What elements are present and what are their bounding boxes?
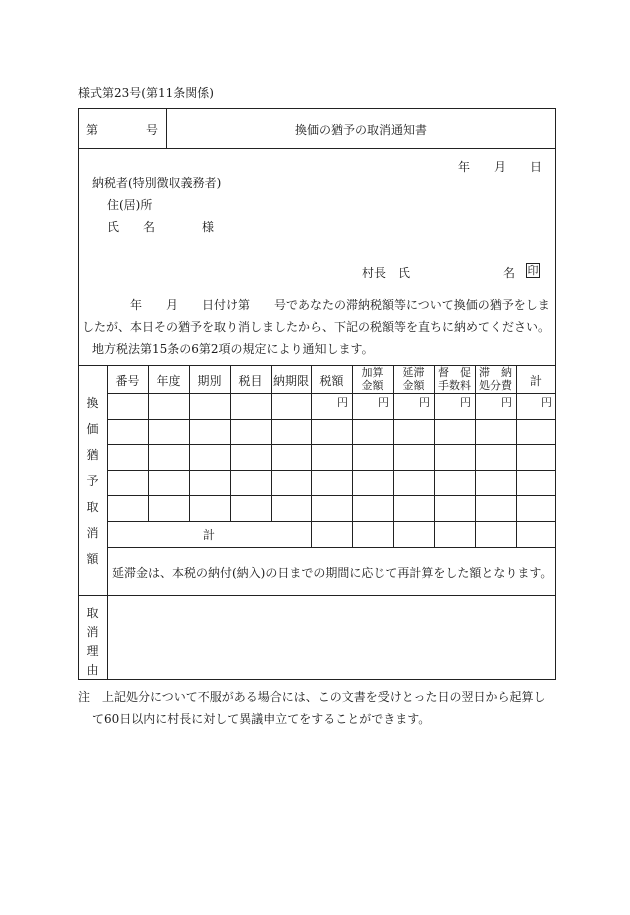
table-cell[interactable] (190, 471, 229, 494)
yen-unit: 円 (337, 396, 348, 409)
table-cell[interactable] (312, 471, 351, 494)
side-label-char: 由 (86, 663, 99, 677)
form-label: 様式第23号(第11条関係) (78, 86, 214, 100)
table-cell[interactable] (190, 496, 229, 520)
side-label-char: 取 (86, 606, 99, 620)
delinquency-note: 延滞金は、本税の納付(納入)の日までの期間に応じて再計算をした額となります。 (112, 566, 553, 580)
table-cell[interactable] (353, 471, 392, 494)
address-label: 住(居)所 (107, 198, 153, 212)
table-cell[interactable] (476, 445, 515, 469)
total-cell[interactable] (476, 522, 515, 546)
table-cell[interactable] (476, 496, 515, 520)
table-cell[interactable] (476, 471, 515, 494)
yen-unit: 円 (541, 396, 552, 409)
table-cell[interactable] (272, 471, 310, 494)
table-cell[interactable] (435, 445, 474, 469)
table-cell[interactable] (231, 420, 270, 443)
table-cell[interactable] (231, 496, 270, 520)
table-cell[interactable] (394, 471, 433, 494)
table-cell[interactable] (108, 445, 147, 469)
body-line-1: 年 月 日付け第 号であなたの滞納税額等について換価の猶予をしま (130, 298, 550, 312)
table-cell[interactable] (190, 420, 229, 443)
total-cell[interactable] (312, 522, 351, 546)
table-cell[interactable] (149, 496, 188, 520)
table-cell[interactable] (312, 394, 351, 418)
table-cell[interactable] (435, 420, 474, 443)
table-cell[interactable] (108, 394, 147, 418)
table-cell[interactable] (312, 420, 351, 443)
table-cell[interactable] (435, 471, 474, 494)
footnote-line-1: 注 上記処分について不服がある場合には、この文書を受けとった日の翌日から起算し (78, 690, 546, 704)
table-header: 督 促 手数料 (438, 366, 471, 392)
yen-unit: 円 (378, 396, 389, 409)
side-label-char: 予 (86, 474, 99, 488)
reason-field[interactable] (108, 596, 555, 679)
total-cell[interactable] (353, 522, 392, 546)
table-cell[interactable] (149, 420, 188, 443)
table-cell[interactable] (517, 496, 555, 520)
table-header: 年度 (156, 374, 181, 388)
table-cell[interactable] (476, 394, 515, 418)
table-cell[interactable] (353, 445, 392, 469)
honorific: 様 (202, 220, 215, 234)
table-cell[interactable] (108, 420, 147, 443)
table-cell[interactable] (394, 420, 433, 443)
table-cell[interactable] (149, 445, 188, 469)
table-cell[interactable] (435, 394, 474, 418)
table-cell[interactable] (394, 496, 433, 520)
total-cell[interactable] (435, 522, 474, 546)
table-cell[interactable] (517, 471, 555, 494)
taxpayer-label: 納税者(特別徴収義務者) (92, 176, 222, 190)
table-cell[interactable] (517, 394, 555, 418)
document-title: 換価の猶予の取消通知書 (294, 123, 427, 137)
table-cell[interactable] (149, 471, 188, 494)
table-cell[interactable] (312, 496, 351, 520)
table-header: 加算 金額 (361, 366, 384, 392)
table-header: 計 (529, 374, 542, 388)
table-cell[interactable] (353, 420, 392, 443)
body-line-3: 地方税法第15条の6第2項の規定により通知します。 (92, 342, 374, 356)
side-label-char: 消 (86, 625, 99, 639)
table-cell[interactable] (272, 420, 310, 443)
table-cell[interactable] (108, 471, 147, 494)
date-line: 年 月 日 (458, 160, 543, 174)
issuer-name-suffix: 名 (503, 266, 516, 280)
table-cell[interactable] (231, 471, 270, 494)
side-label-char: 換 (86, 396, 99, 410)
table-header: 納期限 (272, 374, 309, 388)
table-cell[interactable] (435, 496, 474, 520)
table-header: 番号 (115, 374, 140, 388)
table-cell[interactable] (272, 496, 310, 520)
table-cell[interactable] (231, 394, 270, 418)
seal-text: 印 (527, 264, 539, 277)
seal-mark (526, 263, 540, 278)
side-label-char: 額 (86, 552, 99, 566)
table-cell[interactable] (476, 420, 515, 443)
table-cell[interactable] (394, 394, 433, 418)
side-label-char: 理 (86, 644, 99, 658)
yen-unit: 円 (419, 396, 430, 409)
table-cell[interactable] (272, 394, 310, 418)
side-label-char: 猶 (86, 448, 99, 462)
table-cell[interactable] (394, 445, 433, 469)
total-label: 計 (202, 528, 215, 542)
total-cell[interactable] (394, 522, 433, 546)
table-cell[interactable] (353, 496, 392, 520)
name-label: 氏 名 (107, 220, 156, 234)
document-number-label: 第 号 (86, 123, 159, 137)
table-cell[interactable] (312, 445, 351, 469)
table-cell[interactable] (190, 394, 229, 418)
table-header: 税額 (319, 374, 344, 388)
table-cell[interactable] (149, 394, 188, 418)
footnote-line-2: て60日以内に村長に対して異議申立てをすることができます。 (92, 712, 431, 726)
table-header: 滞 納 処分費 (479, 366, 512, 392)
table-cell[interactable] (353, 394, 392, 418)
table-cell[interactable] (272, 445, 310, 469)
table-header: 期別 (197, 374, 222, 388)
table-cell[interactable] (517, 420, 555, 443)
table-header: 延滞 金額 (402, 366, 425, 392)
yen-unit: 円 (501, 396, 512, 409)
total-cell[interactable] (517, 522, 555, 546)
side-label-char: 取 (86, 500, 99, 514)
side-label-char: 消 (86, 526, 99, 540)
table-cell[interactable] (190, 445, 229, 469)
yen-unit: 円 (460, 396, 471, 409)
side-label-char: 価 (86, 422, 99, 436)
issuer-label: 村長 氏 (362, 266, 411, 280)
table-cell[interactable] (108, 496, 147, 520)
body-line-2: したが、本日その猶予を取り消しましたから、下記の税額等を直ちに納めてください。 (82, 320, 551, 334)
table-cell[interactable] (231, 445, 270, 469)
table-header: 税目 (238, 374, 263, 388)
table-cell[interactable] (517, 445, 555, 469)
